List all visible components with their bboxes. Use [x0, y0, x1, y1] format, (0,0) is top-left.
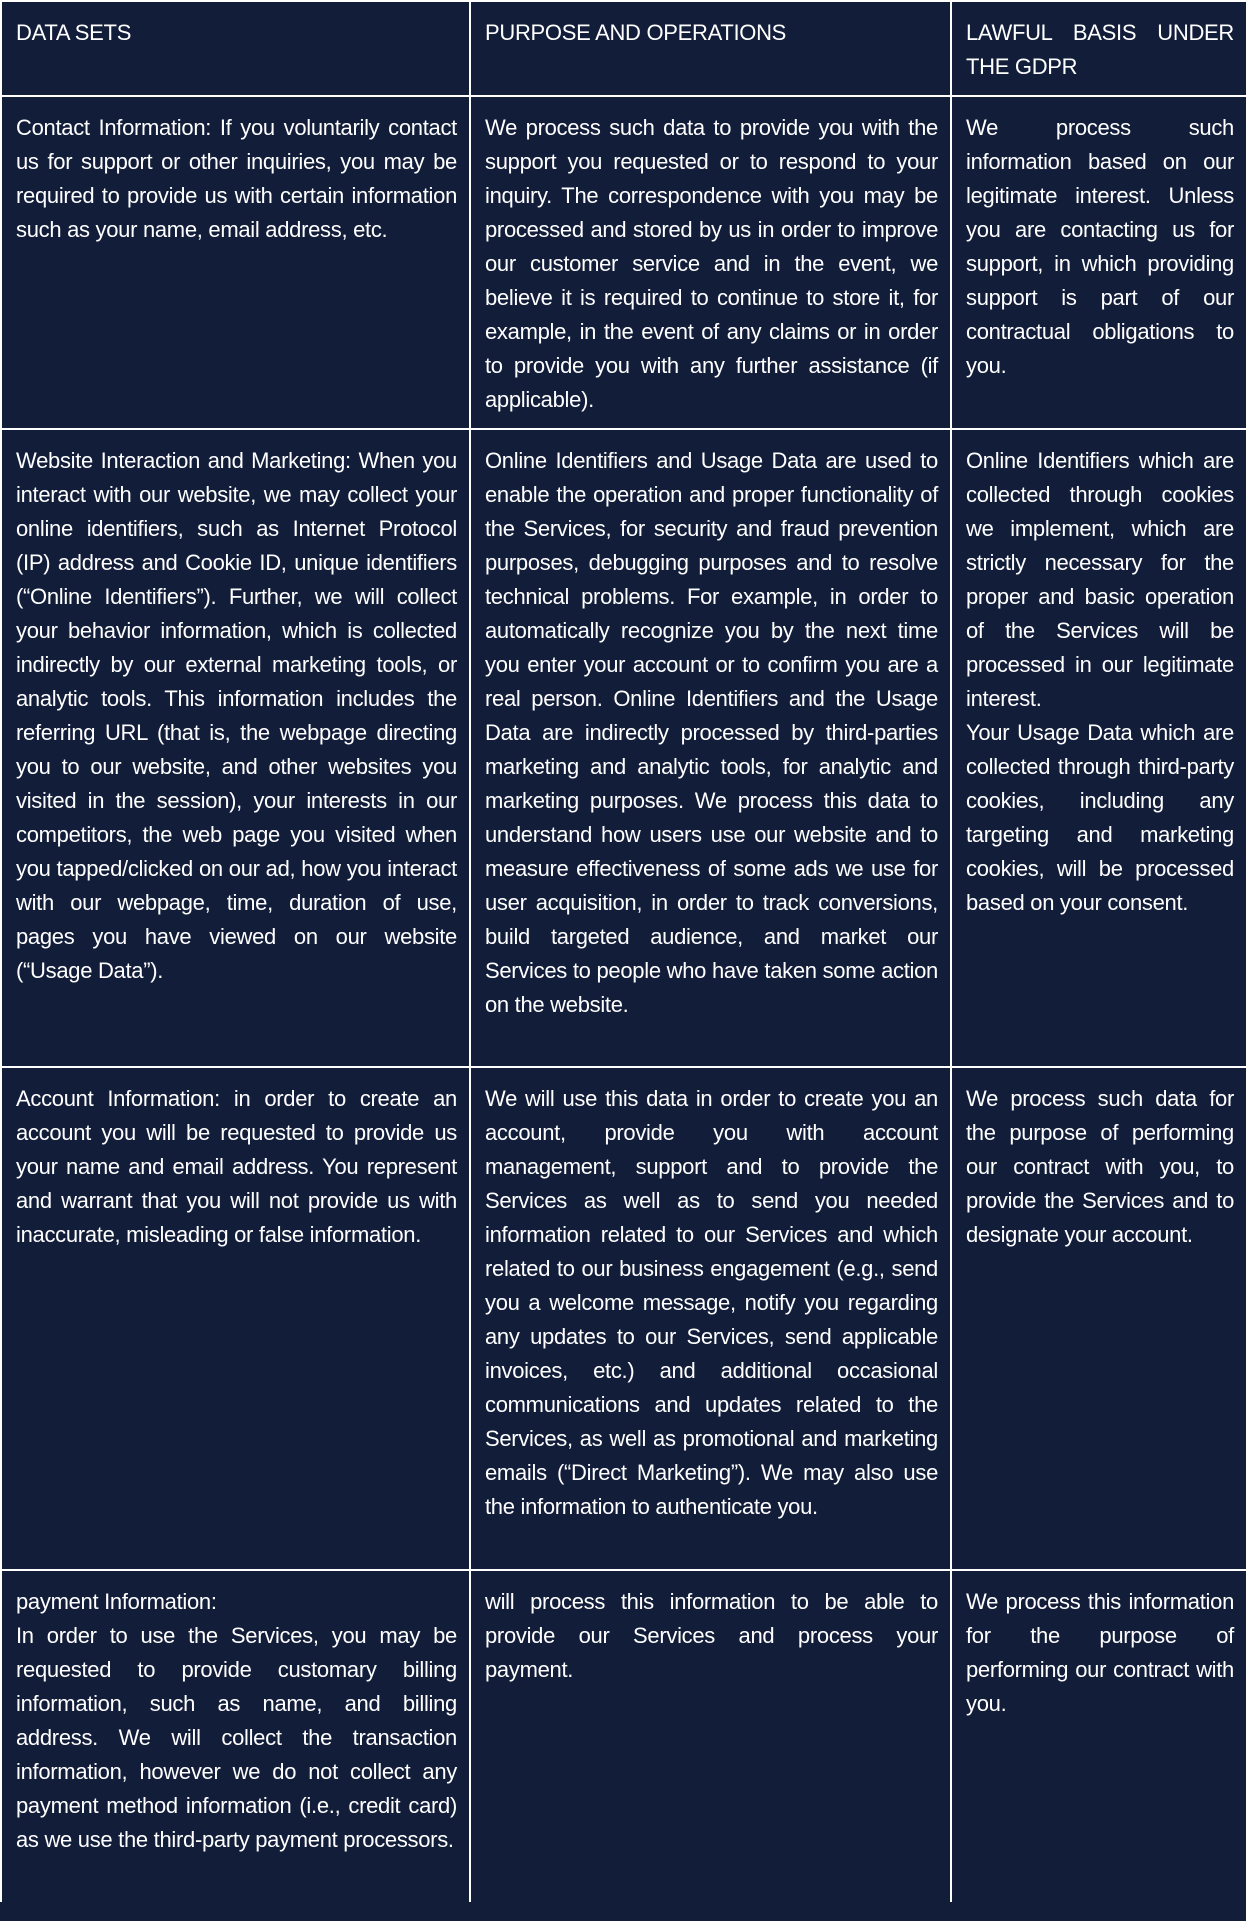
table-row	[1, 429, 1246, 1067]
cell-text: Account Information: in order to create an account you will be requested to provide us your name and email address. You represent and warrant that you will not provide us with inaccurate, misleading or false information.	[16, 1086, 457, 1247]
cell-text: Online Identifiers which are collected through cookies we implement, which are strictly necessary for the proper and basic operation of the Services will be processed in our legitimate interest.	[966, 448, 1234, 711]
cell-contact-information	[1, 96, 470, 429]
cell-payment-information	[1, 1570, 470, 1903]
cell-text: We process this information for the purpose of performing our contract with you.	[966, 1589, 1234, 1716]
cell-text: We process such information based on our legitimate interest. Unless you are contacting us for support, in which providing support is part of our contractual obligations to you.	[966, 115, 1234, 378]
cell-payment-lawful-basis	[951, 1570, 1246, 1903]
cell-account-purpose	[470, 1067, 951, 1570]
cell-text: Website Interaction and Marketing: When you interact with our website, we may collect your online identifiers, such as Internet Protocol (IP) address and Cookie ID, unique identifiers (“Online Identifiers”). Further, we will collect your behavior information, which is collected indirectly by our external marketing tools, or analytic tools. This information includes the referring URL (that is, the webpage directing you to our website, and other websites you visited in the session), your interests in our competitors, the web page you visited when you tapped/clicked on our ad, how you interact with our webpage, time, duration of use, pages you have viewed on our website (“Usage Data”).	[16, 448, 457, 983]
table-row	[1, 1067, 1246, 1570]
cell-contact-purpose	[470, 96, 951, 429]
table-header-row	[1, 1, 1246, 96]
cell-text: In order to use the Services, you may be requested to provide customary billing information, such as name, and billing address. We will collect the transaction information, however we do not collect any payment method information (i.e., credit card) as we use the third-party payment processors.	[16, 1623, 457, 1852]
cell-text: Online Identifiers and Usage Data are used to enable the operation and proper functionality of the Services, for security and fraud prevention purposes, debugging purposes and to resolve technical problems. For example, in order to automatically recognize you by the next time you enter your account or to confirm you are a real person. Online Identifiers and the Usage Data are indirectly processed by third-parties marketing and analytic tools, for analytic and marketing purposes. We process this data to understand how users use our website and to measure effectiveness of some ads we use for user acquisition, in order to track conversions, build targeted audience, and market our Services to people who have taken some action on the website.	[485, 448, 938, 1017]
cell-payment-purpose	[470, 1570, 951, 1903]
cell-text: Contact Information: If you voluntarily contact us for support or other inquiries, you may be required to provide us with certain information such as your name, email address, etc.	[16, 115, 457, 242]
cell-website-interaction	[1, 429, 470, 1067]
cell-account-information	[1, 1067, 470, 1570]
header-purpose-and-operations: PURPOSE AND OPERATIONS	[470, 1, 951, 96]
cell-title: payment Information:	[16, 1589, 217, 1614]
page-bottom-band	[0, 1902, 1246, 1921]
header-lawful-basis: LAWFUL BASIS UNDER THE GDPR	[951, 1, 1246, 96]
cell-contact-lawful-basis	[951, 96, 1246, 429]
cell-text: We will use this data in order to create you an account, provide you with account management, support and to provide the Services as well as to send you needed information related to our Services and which related to our business engagement (e.g., send you a welcome message, notify you regarding any updates to our Services, send applicable invoices, etc.) and additional occasional communications and updates related to the Services, as well as promotional and marketing emails (“Direct Marketing”). We may also use the information to authenticate you.	[485, 1086, 938, 1519]
table-row	[1, 1570, 1246, 1903]
cell-website-lawful-basis	[951, 429, 1246, 1067]
header-data-sets: DATA SETS	[1, 1, 470, 96]
cell-text: will process this information to be able to provide our Services and process your payment.	[485, 1589, 938, 1682]
cell-account-lawful-basis	[951, 1067, 1246, 1570]
cell-website-purpose	[470, 429, 951, 1067]
table-row	[1, 96, 1246, 429]
cell-text: Your Usage Data which are collected through third-party cookies, including any targeting and marketing cookies, will be processed based on your consent.	[966, 720, 1234, 915]
cell-text: We process such data to provide you with the support you requested or to respond to your inquiry. The correspondence with you may be processed and stored by us in order to improve our customer service and in the event, we believe it is required to continue to store it, for example, in the event of any claims or in order to provide you with any further assistance (if applicable).	[485, 115, 938, 412]
cell-text: We process such data for the purpose of performing our contract with you, to provide the Services and to designate your account.	[966, 1086, 1234, 1247]
